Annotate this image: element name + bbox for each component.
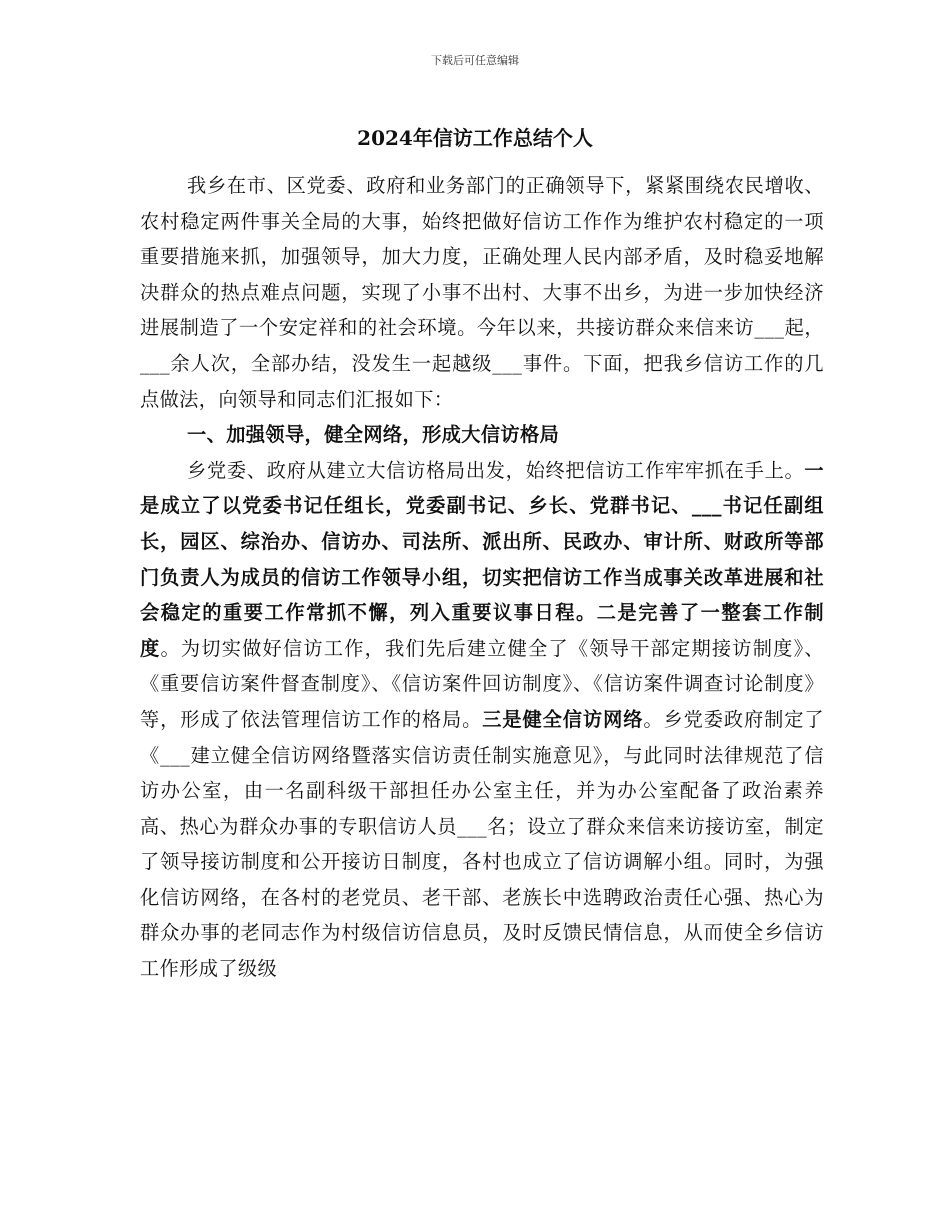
bold-point-2: 二是完善了一整套工作制度	[140, 601, 824, 660]
document-title: 2024年信访工作总结个人	[357, 126, 593, 150]
document-body	[140, 168, 824, 987]
section-heading-1: 一、加强领导，健全网络，形成大信访格局	[187, 423, 560, 447]
bold-point-1: 一是成立了以党委书记任组长，党委副书记、乡长、党群书记、___书记任副组长，园区、综治办、信访办、司法所、派出所、民政办、审计所、财政所等部门负责人为成员的信访工作领导小组，切实把信访工作当成事关改革进展和社会稳定的重要工作常抓不懈，列入重要议事日程。	[140, 458, 824, 625]
intro-paragraph: 我乡在市、区党委、政府和业务部门的正确领导下，紧紧围绕农民增收、农村稳定两件事关全局的大事，始终把做好信访工作作为维护农村稳定的一项重要措施来抓，加强领导，加大力度，正确处理人民内部矛盾，及时稳妥地解决群众的热点难点问题，实现了小事不出村、大事不出乡，为进一步加快经济进展制造了一个安定祥和的社会环境。今年以来，共接访群众来信来访___起，___余人次，全部办结，没发生一起越级___事件。下面，把我乡信访工作的几点做法，向领导和同志们汇报如下：	[140, 174, 824, 411]
section-1-paragraph	[140, 453, 824, 987]
paragraph-text: 乡党委、政府从建立大信访格局出发，始终把信访工作牢牢抓在手上。	[187, 458, 805, 482]
paragraph-text: 。为切实做好信访工作，我们先后建立健全了《领导干部定期接访制度》、《重要信访案件督查制度》、《信访案件回访制度》、《信访案件调查讨论制度》等，形成了依法管理信访工作的格局。	[140, 636, 824, 731]
paragraph-text: 。乡党委政府制定了《___建立健全信访网络暨落实信访责任制实施意见》，与此同时法律规范了信访办公室，由一名副科级干部担任办公室主任，并为办公室配备了政治素养高、热心为群众办事的专职信访人员___名；设立了群众来信来访接访室，制定了领导接访制度和公开接访日制度，各村也成立了信访调解小组。同时，为强化信访网络，在各村的老党员、老干部、老族长中选聘政治责任心强、热心为群众办事的老同志作为村级信访信息员，及时反馈民情信息，从而使全乡信访工作形成了级级	[140, 707, 824, 981]
bold-point-3: 三是健全信访网络	[482, 707, 644, 731]
page-header: 下载后可任意编辑	[431, 54, 519, 67]
